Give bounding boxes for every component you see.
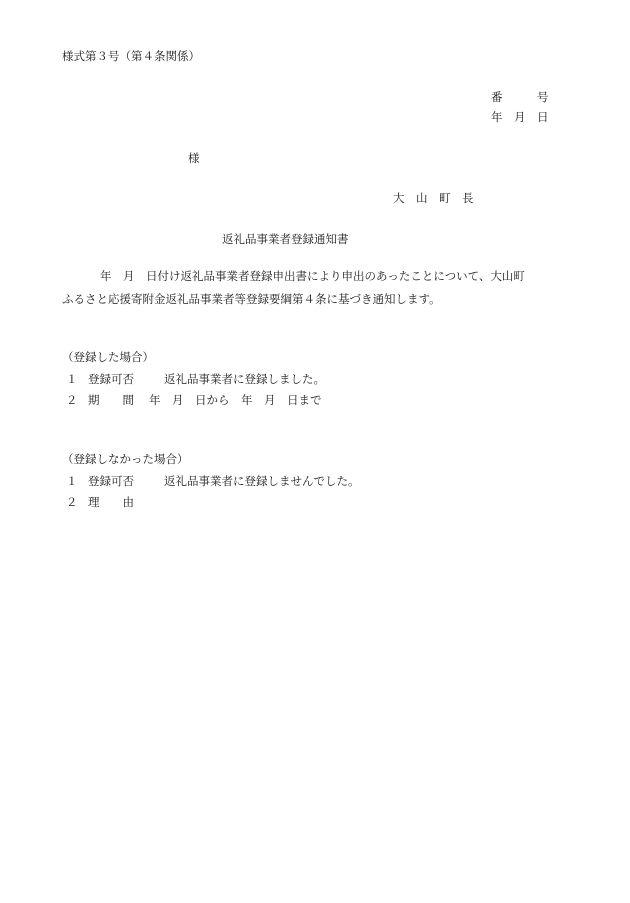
document-title: 返礼品事業者登録通知書 (222, 232, 349, 246)
document-number-line: 番 号 (491, 90, 549, 104)
form-number: 様式第３号（第４条関係） (62, 49, 200, 63)
registered-heading: （登録した場合） (62, 350, 154, 364)
registered-item2-label: 期 間 (88, 393, 134, 407)
registered-item1-value: 返礼品事業者に登録しました。 (164, 372, 325, 386)
registered-item2-value: 年 月 日から 年 月 日まで (149, 393, 322, 407)
document-date-line: 年 月 日 (491, 110, 549, 124)
not-registered-item1-value: 返礼品事業者に登録しませんでした。 (164, 474, 360, 488)
not-registered-item1-number: １ (66, 474, 78, 488)
not-registered-heading: （登録しなかった場合） (62, 452, 189, 466)
addressee-suffix: 様 (188, 151, 200, 165)
registered-item2-number: ２ (66, 393, 78, 407)
registered-item1-number: １ (66, 372, 78, 386)
body-text-line1: 年 月 日付け返礼品事業者登録申出書により申出のあったことについて、大山町 (100, 269, 525, 283)
not-registered-item1-label: 登録可否 (88, 474, 134, 488)
sender-name: 大 山 町 長 (393, 191, 474, 205)
not-registered-item2-label: 理 由 (88, 495, 134, 509)
registered-item1-label: 登録可否 (88, 372, 134, 386)
not-registered-item2-number: ２ (66, 495, 78, 509)
body-text-line2: ふるさと応援寄附金返礼品事業者等登録要綱第４条に基づき通知します。 (62, 292, 441, 306)
